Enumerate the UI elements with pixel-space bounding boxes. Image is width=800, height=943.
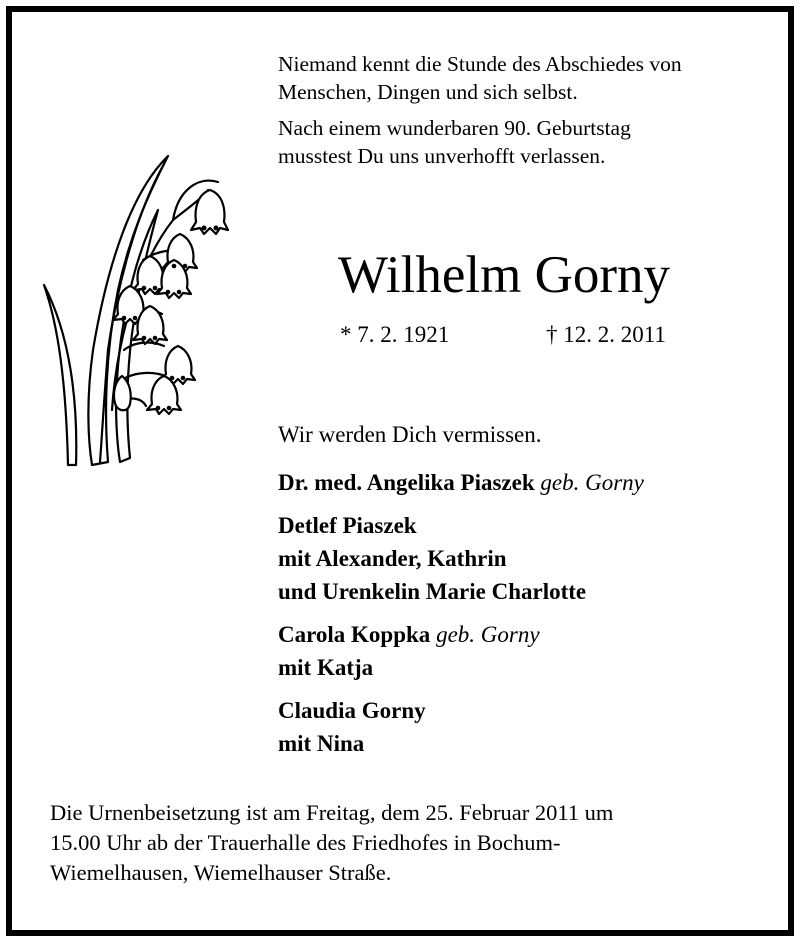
farewell-message bbox=[278, 114, 778, 170]
mourner-group bbox=[278, 694, 778, 760]
message-line-2: musstest Du uns unverhofft verlassen. bbox=[278, 144, 606, 168]
quote bbox=[278, 50, 778, 106]
mourner-line: mit Alexander, Kathrin bbox=[278, 546, 507, 571]
missing-you-text: Wir werden Dich vermissen. bbox=[278, 422, 542, 447]
deceased-name: Wilhelm Gorny bbox=[338, 246, 671, 304]
quote-line-2: Menschen, Dingen und sich selbst. bbox=[278, 80, 578, 104]
mourner-line bbox=[278, 466, 778, 499]
intro-text bbox=[278, 50, 778, 178]
mourner-line: Claudia Gorny bbox=[278, 698, 426, 723]
mourner-line: und Urenkelin Marie Charlotte bbox=[278, 579, 587, 604]
funeral-info bbox=[50, 798, 770, 888]
lily-of-the-valley-icon bbox=[38, 150, 238, 470]
maiden-name: geb. Gorny bbox=[436, 622, 540, 647]
mourners-list bbox=[278, 466, 778, 770]
mourner-name: Carola Koppka bbox=[278, 622, 431, 647]
mourner-line bbox=[278, 618, 778, 651]
mourner-line: mit Nina bbox=[278, 731, 365, 756]
mourner-group bbox=[278, 618, 778, 684]
birth-date: * 7. 2. 1921 bbox=[340, 322, 450, 347]
death-date: † 12. 2. 2011 bbox=[546, 322, 666, 347]
maiden-name: geb. Gorny bbox=[540, 470, 644, 495]
mourner-line: Detlef Piaszek bbox=[278, 513, 417, 538]
funeral-line-1: Die Urnenbeisetzung ist am Freitag, dem 25. Februar 2011 um bbox=[50, 800, 614, 825]
mourner-line: mit Katja bbox=[278, 655, 374, 680]
mourner-name: Dr. med. Angelika Piaszek bbox=[278, 470, 535, 495]
message-line-1: Nach einem wunderbaren 90. Geburtstag bbox=[278, 116, 631, 140]
mourner-group bbox=[278, 509, 778, 608]
mourner-group bbox=[278, 466, 778, 499]
funeral-line-3: Wiemelhausen, Wiemelhauser Straße. bbox=[50, 860, 392, 885]
quote-line-1: Niemand kennt die Stunde des Abschiedes von bbox=[278, 52, 682, 76]
funeral-line-2: 15.00 Uhr ab der Trauerhalle des Friedhofes in Bochum- bbox=[50, 830, 561, 855]
